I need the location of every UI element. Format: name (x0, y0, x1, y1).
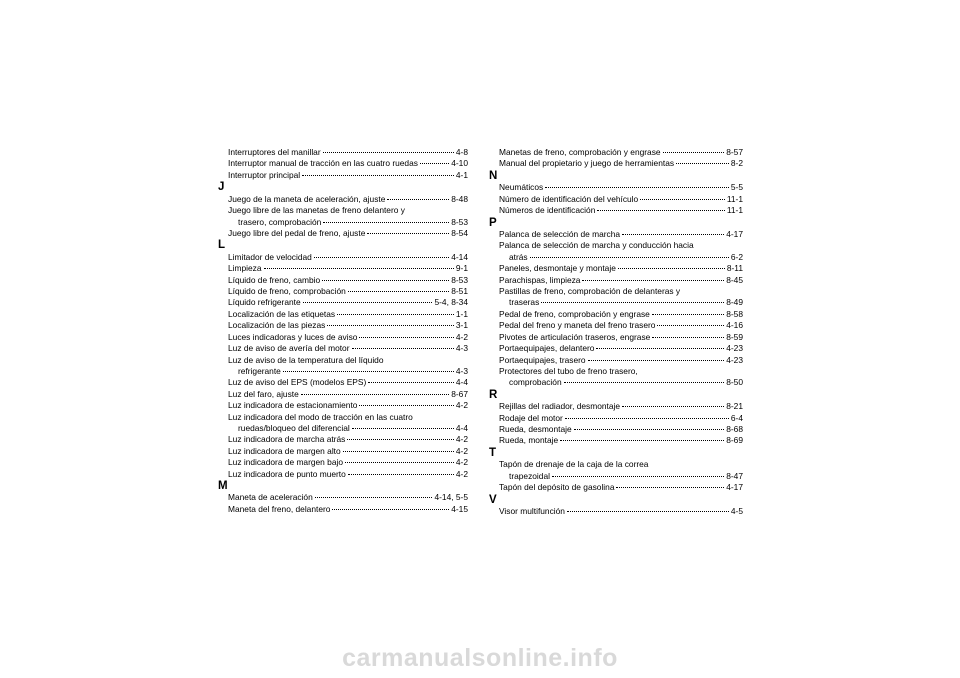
dot-leader (283, 371, 454, 372)
index-entry-line (499, 471, 743, 482)
index-entry-line (228, 309, 468, 320)
index-entry-maneta-del-freno-delantero (228, 504, 468, 515)
index-entry-line (228, 194, 468, 205)
index-entry-juego-libre-del-pedal-de-freno-ajuste (228, 228, 468, 239)
index-page-number: 4-17 (726, 229, 743, 240)
index-page-number: 4-8 (455, 147, 468, 157)
index-entry-rodaje-del-motor (499, 413, 743, 424)
index-entry-maneta-de-aceleracion (228, 492, 468, 503)
index-entry-portaequipajes-delantero (499, 343, 743, 354)
index-page-number: 1-1 (455, 308, 468, 319)
index-letter-heading: L (218, 239, 226, 252)
index-entry-line (499, 286, 743, 297)
index-entry-text: Juego libre del pedal de freno, ajuste (228, 227, 366, 238)
index-entry-text: Número de identificación del vehículo (499, 193, 639, 204)
index-entry-protectores-del-tubo-de-freno-trasero (499, 366, 743, 389)
index-entry-localizacion-de-las-piezas (228, 320, 468, 331)
dot-leader (387, 199, 449, 200)
dot-leader (663, 152, 725, 153)
index-entry-neumaticos (499, 182, 743, 193)
index-entry-text: Números de identificación (499, 205, 596, 216)
index-entry-interruptor-principal (228, 170, 468, 181)
index-entry-text: Visor multifunción (499, 506, 565, 517)
dot-leader (657, 325, 724, 326)
index-page-number: 5-4, 8-34 (434, 297, 468, 308)
index-entry-parachispas-limpieza (499, 275, 743, 286)
index-page-number: 11-1 (726, 193, 743, 204)
index-entry-liquido-refrigerante (228, 297, 468, 308)
dot-leader (352, 348, 454, 349)
index-entry-text: Luz del faro, ajuste (228, 388, 299, 399)
dot-leader (541, 302, 724, 303)
index-entry-luz-de-aviso-del-eps-modelos-eps (228, 377, 468, 388)
index-page-number: 4-2 (455, 468, 468, 479)
index-entry-text: Limpieza (228, 263, 262, 274)
dot-leader (552, 476, 724, 477)
index-entry-line (499, 506, 743, 517)
index-letter-heading: J (218, 181, 225, 194)
index-letter-heading: M (218, 479, 228, 492)
index-page-number: 4-2 (455, 457, 468, 468)
index-entry-visor-multifuncion (499, 506, 743, 517)
index-entry-text: Luces indicadoras y luces de aviso (228, 331, 358, 342)
index-entry-text: Juego de la maneta de aceleración, ajuste (228, 193, 386, 204)
index-entry-text: Portaequipajes, trasero (499, 354, 586, 365)
index-entry-text: Manetas de freno, comprobación y engrase (499, 147, 661, 157)
index-entry-line (499, 182, 743, 193)
dot-leader (343, 451, 454, 452)
dot-leader (582, 280, 724, 281)
index-entry-text: Interruptor manual de tracción en las cuatro ruedas (228, 158, 418, 169)
index-page-number: 4-3 (455, 343, 468, 354)
index-entry-luz-de-aviso-de-averia-del-motor (228, 343, 468, 354)
index-page-number: 4-10 (451, 158, 468, 169)
index-entry-line (499, 205, 743, 216)
dot-leader (545, 187, 729, 188)
dot-leader (345, 462, 454, 463)
index-page-number: 8-69 (726, 435, 743, 446)
index-page-number: 8-50 (726, 377, 743, 388)
index-page-number: 4-2 (455, 400, 468, 411)
index-entry-line (228, 147, 468, 158)
index-entry-luz-indicadora-de-punto-muerto (228, 469, 468, 480)
index-entry-pedal-del-freno-y-maneta-del-freno-trase (499, 320, 743, 331)
index-page-number: 4-17 (726, 482, 743, 493)
index-page-number: 4-2 (455, 445, 468, 456)
index-entry-line (228, 492, 468, 503)
dot-leader (301, 394, 449, 395)
index-entry-line (499, 309, 743, 320)
index-entry-manetas-de-freno-comprobacion-y-engrase (499, 147, 743, 158)
index-page-number: 3-1 (455, 320, 468, 331)
dot-leader (359, 337, 453, 338)
index-entry-limitador-de-velocidad (228, 252, 468, 263)
index-entry-numeros-de-identificacion (499, 205, 743, 216)
index-page-number: 8-53 (451, 274, 468, 285)
index-entry-text: trasero, comprobación (238, 216, 322, 227)
index-entry-text: Localización de las etiquetas (228, 308, 336, 319)
index-entry-juego-de-la-maneta-de-aceleracion-ajuste (228, 194, 468, 205)
index-entry-luz-indicadora-de-margen-bajo (228, 457, 468, 468)
dot-leader (567, 511, 729, 512)
index-page-number: 8-2 (730, 158, 743, 169)
index-entry-text: ruedas/bloqueo del diferencial (238, 422, 350, 433)
index-page-number: 8-47 (726, 470, 743, 481)
index-entry-text: Luz indicadora de punto muerto (228, 468, 346, 479)
index-entry-line (499, 343, 743, 354)
index-entry-line (228, 158, 468, 169)
index-entry-text: Rueda, montaje (499, 435, 559, 446)
index-entry-text: Líquido de freno, cambio (228, 274, 321, 285)
dot-leader (315, 497, 433, 498)
index-entry-text: Luz indicadora de estacionamiento (228, 400, 358, 411)
index-entry-line (499, 366, 743, 377)
index-entry-text: Palanca de selección de marcha y conducción hacia (499, 240, 694, 251)
index-page-number: 6-4 (730, 412, 743, 423)
index-entry-text: Luz indicadora del modo de tracción en las cuatro (228, 411, 413, 422)
index-entry-palanca-de-seleccion-de-marcha-y-conducc (499, 240, 743, 263)
index-entry-line (499, 263, 743, 274)
index-entry-rejillas-del-radiador-desmontaje (499, 401, 743, 412)
index-entry-line (228, 504, 468, 515)
index-page-number: 4-1 (455, 169, 468, 180)
index-entry-manual-del-propietario-y-juego-de-herram (499, 158, 743, 169)
index-entry-line (499, 459, 743, 470)
index-entry-line (499, 401, 743, 412)
index-entry-line (228, 377, 468, 388)
index-entry-localizacion-de-las-etiquetas (228, 309, 468, 320)
index-entry-text: refrigerante (238, 365, 281, 376)
index-entry-text: Luz de aviso del EPS (modelos EPS) (228, 377, 367, 388)
index-page-number: 8-11 (726, 263, 743, 274)
index-entry-line (228, 446, 468, 457)
index-entry-line (228, 366, 468, 377)
dot-leader (303, 302, 433, 303)
index-entry-text: Líquido de freno, comprobación (228, 286, 346, 297)
index-entry-line (499, 413, 743, 424)
index-entry-numero-de-identificacion-del-vehiculo (499, 194, 743, 205)
index-entry-line (228, 320, 468, 331)
index-entry-line (499, 424, 743, 435)
index-entry-text: Parachispas, limpieza (499, 274, 581, 285)
index-entry-text: Maneta del freno, delantero (228, 503, 331, 514)
index-entry-rueda-desmontaje (499, 424, 743, 435)
index-entry-text: Localización de las piezas (228, 320, 326, 331)
dot-leader (588, 360, 725, 361)
dot-leader (264, 268, 454, 269)
index-entry-line (228, 343, 468, 354)
index-entry-line (499, 275, 743, 286)
dot-leader (596, 348, 724, 349)
index-page-number: 8-59 (726, 331, 743, 342)
index-entry-line (499, 482, 743, 493)
index-page-number: 8-45 (726, 274, 743, 285)
dot-leader (652, 314, 724, 315)
dot-leader (337, 314, 454, 315)
index-entry-text: Portaequipajes, delantero (499, 343, 595, 354)
index-entry-text: Palanca de selección de marcha (499, 229, 621, 240)
index-page-number: 4-2 (455, 434, 468, 445)
index-entry-luz-indicadora-de-estacionamiento (228, 400, 468, 411)
dot-leader (565, 418, 729, 419)
index-entry-line (499, 229, 743, 240)
index-entry-portaequipajes-trasero (499, 355, 743, 366)
index-page-number: 8-49 (726, 297, 743, 308)
index-entry-text: Luz de aviso de avería del motor (228, 343, 350, 354)
dot-leader (348, 291, 449, 292)
dot-leader (676, 163, 729, 164)
index-entry-text: Líquido refrigerante (228, 297, 301, 308)
dot-leader (597, 210, 724, 211)
index-entry-limpieza (228, 263, 468, 274)
index-entry-line (228, 423, 468, 434)
index-entry-text: Rejillas del radiador, desmontaje (499, 401, 621, 412)
index-column-right (489, 147, 743, 517)
index-entry-luz-indicadora-de-margen-alto (228, 446, 468, 457)
index-entry-line (228, 297, 468, 308)
dot-leader (367, 233, 449, 234)
index-page-number: 5-5 (730, 182, 743, 193)
index-entry-line (228, 400, 468, 411)
index-page-number: 11-1 (726, 205, 743, 216)
index-page-number: 8-51 (451, 286, 468, 297)
dot-leader (652, 337, 724, 338)
index-entry-text: trapezoidal (509, 470, 550, 481)
index-entry-line (228, 286, 468, 297)
index-page-number: 4-2 (455, 331, 468, 342)
index-entry-line (499, 355, 743, 366)
index-entry-line (499, 320, 743, 331)
index-entry-pastillas-de-freno-comprobacion-de-delan (499, 286, 743, 309)
index-entry-rueda-montaje (499, 435, 743, 446)
dot-leader (323, 152, 454, 153)
index-entry-luz-del-faro-ajuste (228, 389, 468, 400)
dot-leader (323, 222, 449, 223)
index-page-number: 8-48 (451, 193, 468, 204)
index-entry-line (228, 263, 468, 274)
watermark: carmanualsonline.info (342, 644, 618, 672)
index-entry-line (228, 469, 468, 480)
index-entry-interruptor-manual-de-traccion-en-las-cu (228, 158, 468, 169)
index-page-number: 4-15 (451, 503, 468, 514)
index-page-number: 9-1 (455, 263, 468, 274)
index-entry-text: Manual del propietario y juego de herramientas (499, 158, 675, 169)
dot-leader (622, 406, 724, 407)
index-entry-text: Pedal de freno, comprobación y engrase (499, 308, 650, 319)
index-page-number: 8-67 (451, 388, 468, 399)
index-entry-line (228, 434, 468, 445)
dot-leader (560, 440, 724, 441)
index-page-number: 8-53 (451, 216, 468, 227)
index-entry-liquido-de-freno-cambio (228, 275, 468, 286)
index-entry-text: Pivotes de articulación traseros, engrase (499, 331, 651, 342)
index-entry-interruptores-del-manillar (228, 147, 468, 158)
index-entry-line (499, 377, 743, 388)
index-page-number: 8-54 (451, 227, 468, 238)
dot-leader (564, 382, 725, 383)
index-entry-line (228, 252, 468, 263)
index-entry-text: atrás (509, 251, 528, 262)
index-entry-line (499, 147, 743, 158)
index-page-number: 8-21 (726, 401, 743, 412)
index-page-number: 4-16 (726, 320, 743, 331)
dot-leader (347, 439, 454, 440)
index-page-number: 4-23 (726, 343, 743, 354)
dot-leader (359, 405, 453, 406)
index-entry-text: Luz indicadora de margen bajo (228, 457, 344, 468)
index-entry-text: comprobación (509, 377, 562, 388)
index-entry-text: Rodaje del motor (499, 412, 563, 423)
index-entry-line (499, 297, 743, 308)
index-page-number: 4-4 (455, 422, 468, 433)
index-page-number: 6-2 (730, 251, 743, 262)
index-page-number: 8-57 (726, 147, 743, 157)
dot-leader (352, 428, 454, 429)
index-entry-line (228, 205, 468, 216)
index-entry-text: Luz indicadora de marcha atrás (228, 434, 346, 445)
index-entry-luz-de-aviso-de-la-temperatura-del-liqui (228, 355, 468, 378)
index-entry-text: Limitador de velocidad (228, 251, 312, 262)
index-page-number: 4-14 (451, 251, 468, 262)
index-entry-text: Interruptor principal (228, 169, 301, 180)
dot-leader (574, 429, 725, 430)
index-entry-paneles-desmontaje-y-montaje (499, 263, 743, 274)
dot-leader (622, 234, 724, 235)
index-entry-luz-indicadora-del-modo-de-traccion-en-l (228, 412, 468, 435)
index-letter-heading: T (489, 446, 497, 459)
index-letter-heading: V (489, 493, 497, 506)
index-entry-line (499, 240, 743, 251)
index-entry-luces-indicadoras-y-luces-de-aviso (228, 332, 468, 343)
dot-leader (348, 474, 454, 475)
index-entry-pedal-de-freno-comprobacion-y-engrase (499, 309, 743, 320)
index-entry-text: Rueda, desmontaje (499, 424, 572, 435)
index-entry-juego-libre-de-las-manetas-de-freno-dela (228, 205, 468, 228)
index-entry-text: Paneles, desmontaje y montaje (499, 263, 616, 274)
index-entry-line (499, 435, 743, 446)
index-entry-text: Luz indicadora de margen alto (228, 445, 341, 456)
index-page-number: 8-58 (726, 308, 743, 319)
index-page-number: 4-3 (455, 365, 468, 376)
index-page-number: 4-4 (455, 377, 468, 388)
index-entry-line (228, 389, 468, 400)
index-entry-text: traseras (509, 297, 540, 308)
index-letter-heading: P (489, 216, 497, 229)
dot-leader (302, 175, 454, 176)
index-entry-line (228, 170, 468, 181)
index-entry-text: Protectores del tubo de freno trasero, (499, 365, 638, 376)
dot-leader (314, 257, 449, 258)
index-entry-text: Pastillas de freno, comprobación de delanteras y (499, 286, 681, 297)
dot-leader (530, 257, 729, 258)
index-page-number: 4-5 (730, 506, 743, 517)
index-page-number: 4-23 (726, 354, 743, 365)
index-letter-heading: N (489, 169, 498, 182)
dot-leader (616, 487, 724, 488)
index-entry-text: Luz de aviso de la temperatura del líquido (228, 354, 384, 365)
index-entry-line (228, 355, 468, 366)
index-entry-line (228, 332, 468, 343)
index-entry-line (499, 252, 743, 263)
index-entry-text: Juego libre de las manetas de freno delantero y (228, 205, 405, 216)
index-entry-text: Pedal del freno y maneta del freno trasero (499, 320, 656, 331)
dot-leader (322, 280, 449, 281)
dot-leader (327, 325, 454, 326)
index-page-number: 8-68 (726, 424, 743, 435)
index-page-number: 4-14, 5-5 (434, 492, 468, 503)
index-entry-line (228, 228, 468, 239)
index-entry-line (228, 275, 468, 286)
index-entry-text: Interruptores del manillar (228, 147, 321, 157)
index-column-left (218, 147, 468, 515)
index-entry-pivotes-de-articulacion-traseros-engrase (499, 332, 743, 343)
index-letter-heading: R (489, 388, 498, 401)
index-entry-tapon-del-deposito-de-gasolina (499, 482, 743, 493)
index-entry-line (499, 332, 743, 343)
dot-leader (618, 268, 725, 269)
index-entry-line (228, 412, 468, 423)
dot-leader (332, 509, 449, 510)
index-entry-tapon-de-drenaje-de-la-caja-de-la-correa (499, 459, 743, 482)
index-entry-text: Neumáticos (499, 182, 544, 193)
dot-leader (420, 163, 449, 164)
index-entry-text: Maneta de aceleración (228, 492, 313, 503)
dot-leader (640, 199, 725, 200)
index-entry-line (228, 457, 468, 468)
dot-leader (368, 382, 454, 383)
index-entry-line (499, 194, 743, 205)
index-entry-line (499, 158, 743, 169)
index-entry-text: Tapón de drenaje de la caja de la correa (499, 459, 649, 470)
index-entry-liquido-de-freno-comprobacion (228, 286, 468, 297)
index-entry-line (228, 217, 468, 228)
index-entry-palanca-de-seleccion-de-marcha (499, 229, 743, 240)
index-entry-luz-indicadora-de-marcha-atras (228, 434, 468, 445)
index-entry-text: Tapón del depósito de gasolina (499, 482, 615, 493)
